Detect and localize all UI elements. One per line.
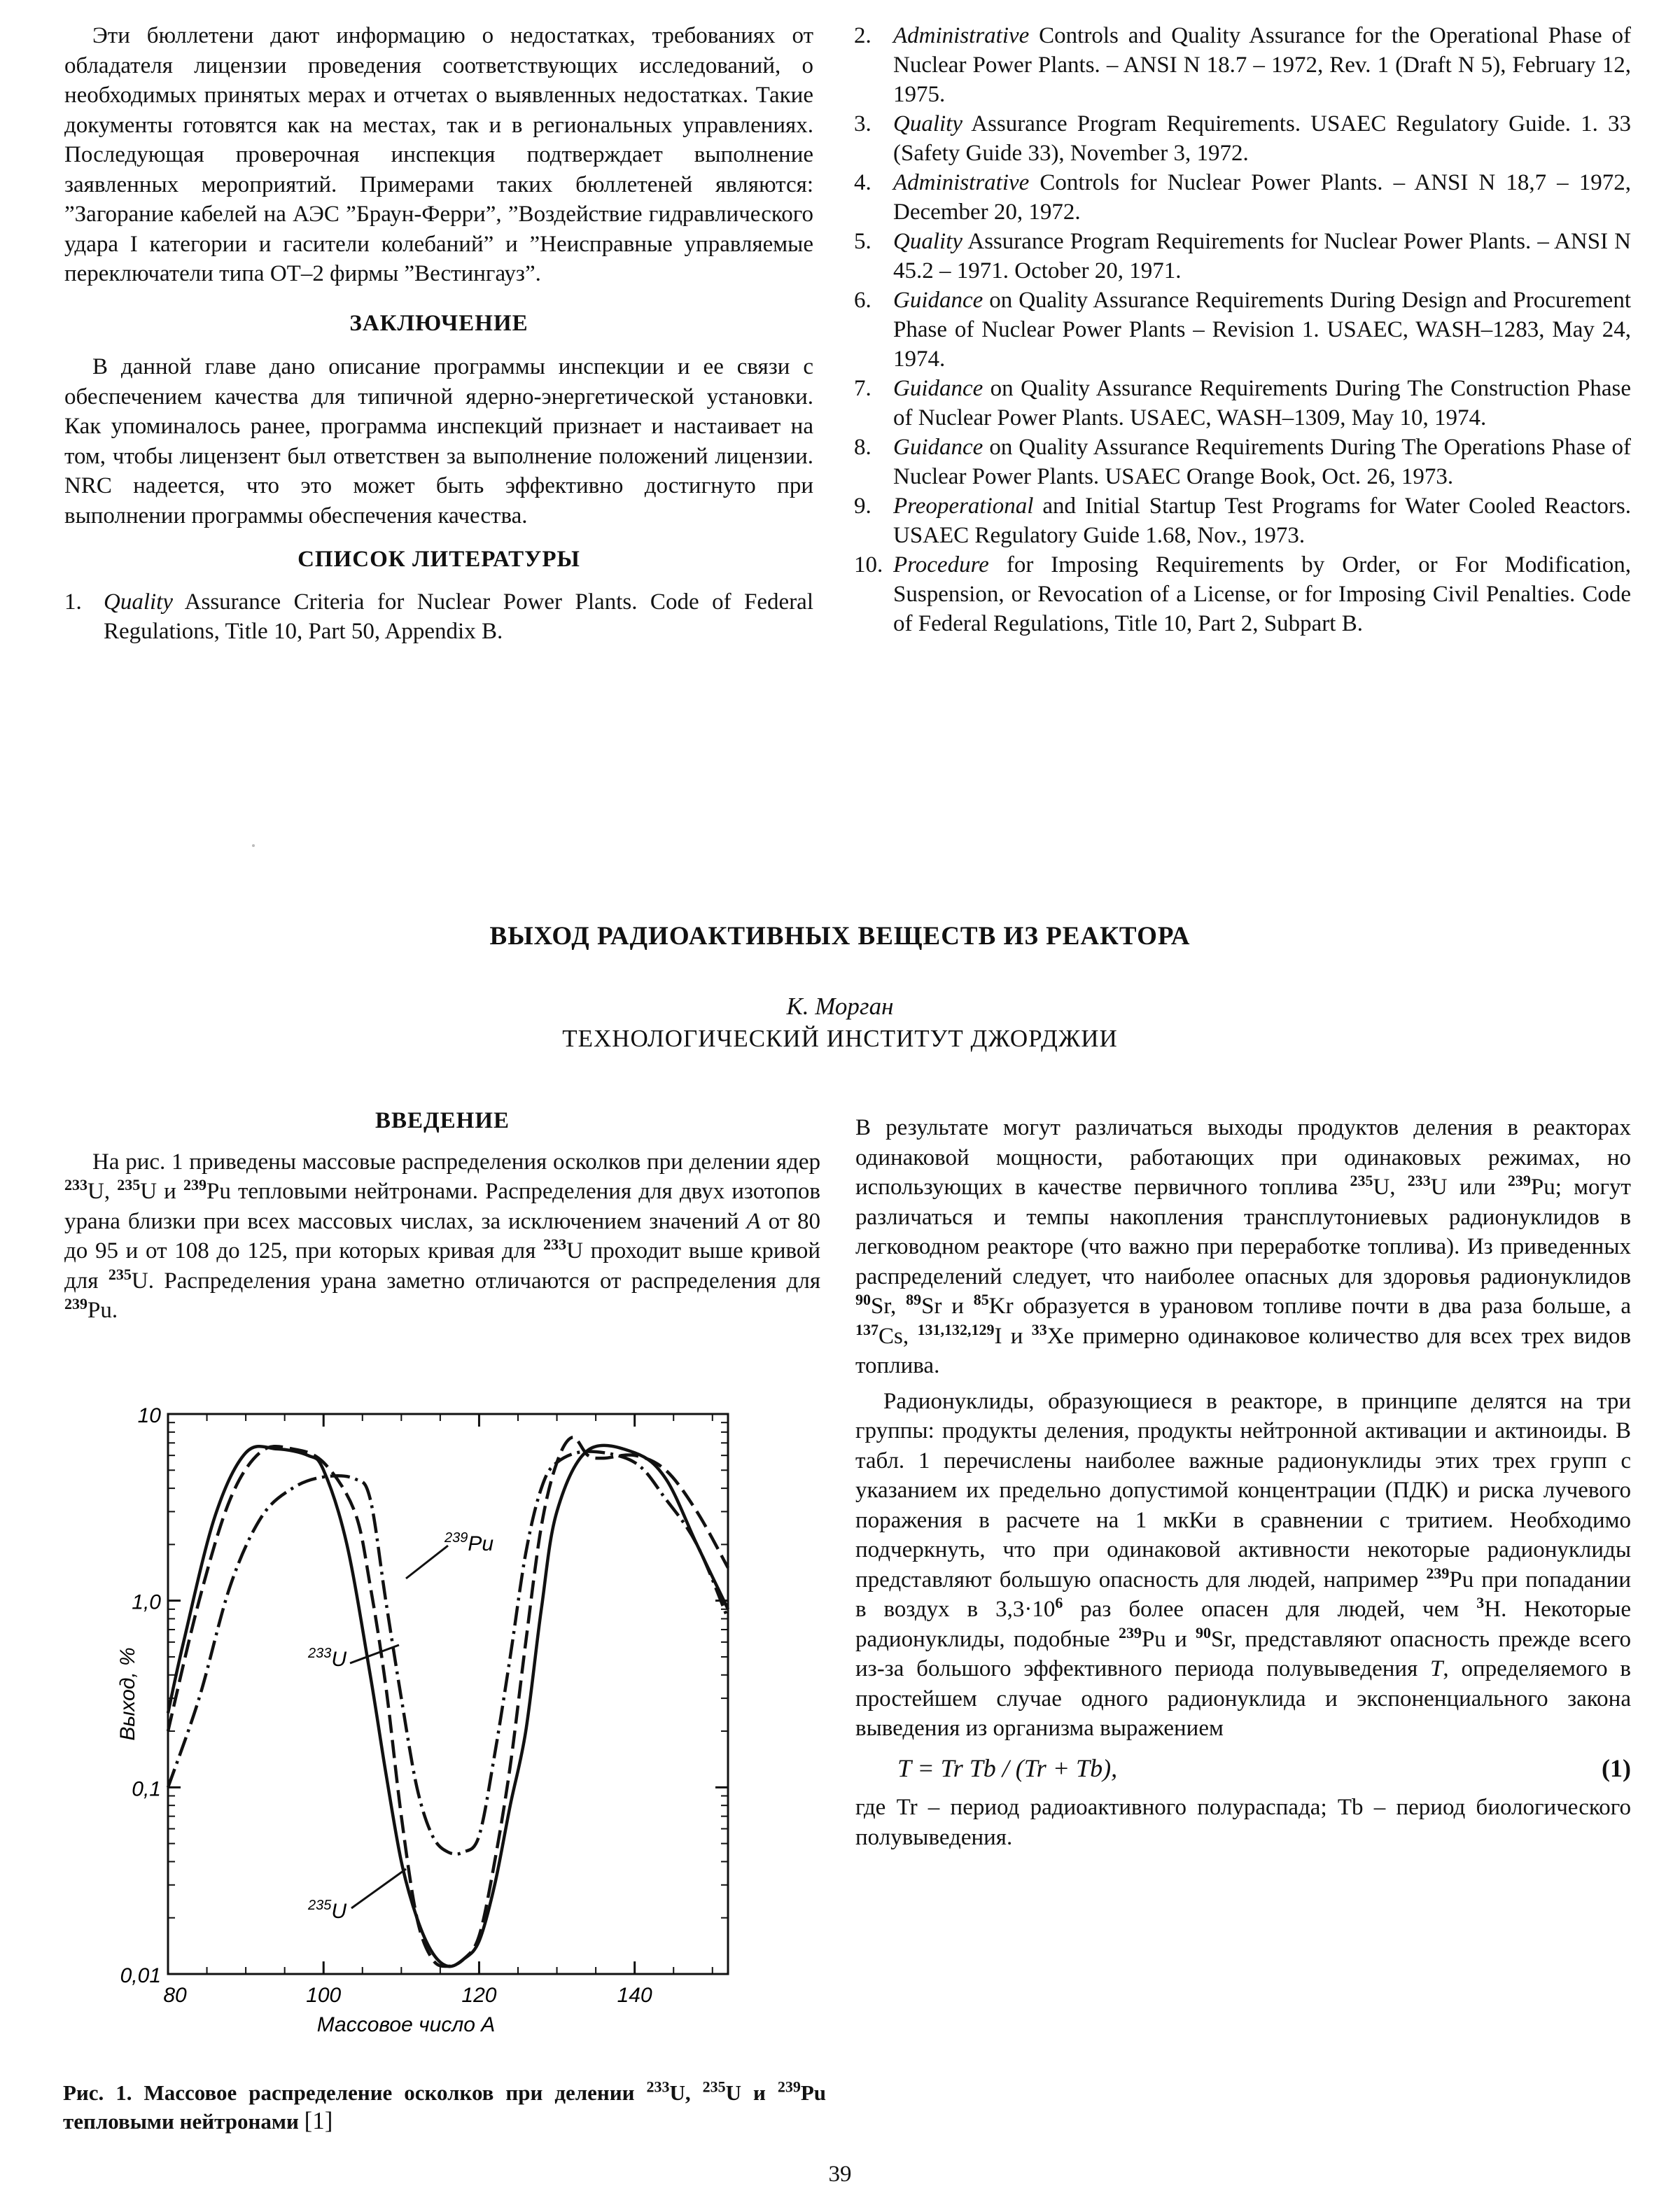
reference-number: 1.: [64, 589, 82, 615]
series-line-239Pu: [168, 1452, 728, 1854]
reference-text: for Imposing Requirements by Order, or For Modification, Suspension, or Revocation of a License, or for Imposing Civil Penalties. Code of Federal Regulations, Title 10, Part 2, Subpart B.: [893, 552, 1631, 636]
reference-text: on Quality Assurance Requirements During Design and Procurement Phase of Nuclear Power Plants – Revision 1. USAEC, WASH–1283, May 24, 1974.: [893, 288, 1631, 372]
equation-body: T = Tr Tb / (Tr + Tb),: [897, 1754, 1118, 1782]
y-tick-label: 10: [137, 1407, 161, 1427]
reference-text: on Quality Assurance Requirements During The Operations Phase of Nuclear Power Plants. USAEC Orange Book, Oct. 26, 1973.: [893, 435, 1631, 489]
reference-lead: Quality: [893, 111, 962, 136]
series-label-235U: $^{235}$U: [308, 1898, 347, 1923]
reference-item: [854, 433, 1631, 491]
intro-paragraph: На рис. 1 приведены массовые распределения осколков при делении ядер $^{233}$U, $^{235}$U и $^{239}$Pu тепловыми нейтронами. Распределения для двух изотопов урана близки при всех массовых числах, за исключением значений A от 80 до 95 и от 108 до 125, при которых кривая для $^{233}$U проходит выше кривой для $^{235}$U. Распределения урана заметно отличаются от распределения для $^{239}$Pu.: [64, 1149, 821, 1323]
section-heading: СПИСОК ЛИТЕРАТУРЫ: [298, 547, 580, 572]
article-title: ВЫХОД РАДИОАКТИВНЫХ ВЕЩЕСТВ ИЗ РЕАКТОРА: [489, 922, 1191, 951]
equation: [897, 1754, 1631, 1784]
reference-text: Assurance Program Requirements. USAEC Regulatory Guide. 1. 33 (Safety Guide 33), November 3, 1972.: [893, 111, 1631, 166]
reference-text: Assurance Criteria for Nuclear Power Plants. Code of Federal Regulations, Title 10, Part 50, Appendix B.: [104, 589, 813, 644]
series-line-235U: [168, 1446, 728, 1966]
reference-lead: Preoperational: [893, 493, 1034, 519]
section-heading: ВВЕДЕНИЕ: [374, 1108, 510, 1133]
reference-text: and Initial Startup Test Programs for Water Cooled Reactors. USAEC Regulatory Guide 1.68, Nov., 1973.: [893, 493, 1631, 548]
paragraph: В данной главе дано описание программы инспекции и ее связи с обеспечением качества для типичной ядерно-энергетической установки. Как упоминалось ранее, программа инспекций признает и настаивает на том, чтобы лицензент был ответствен за выполнение положений лицензии. NRC надеется, что это может быть эффективно достигнуто при выполнении программы обеспечения качества.: [64, 354, 813, 528]
reference-number: 4.: [854, 170, 872, 195]
reference-item: [854, 109, 1631, 168]
paragraph: Радионуклиды, образующиеся в реакторе, в принципе делятся на три группы: продукты деления, продукты нейтронной активации и актиноиды. В табл. 1 перечислены наиболее важные радионуклиды этих трех групп с указанием их предельно допустимой концентрации (ПДК) и риска лучевого поражения в расчете на 1 мкКи в сравнении с тритием. Необходимо подчеркнуть, что при одинаковой активности некоторые радионуклиды представляют большую опасность для людей, например $^{239}$Pu при попадании в воздух в $3,3\cdot 10^6$ раз более опасен для людей, чем $^3$H. Некоторые радионуклиды, подобные $^{239}$Pu и $^{90}$Sr, представляют опасность прежде всего из-за большого эффективного периода полувыведения T, определяемого в простейшем случае одного радионуклида и экспоненциального закона выведения из организма выражением: [855, 1388, 1632, 1741]
reference-list: [854, 21, 1631, 638]
series-label-leader: [351, 1869, 406, 1908]
article-institute: ТЕХНОЛОГИЧЕСКИЙ ИНСТИТУТ ДЖОРДЖИИ: [562, 1025, 1118, 1052]
paragraph: Эти бюллетени дают информацию о недостатках, требованиях от обладателя лицензии проведения соответствующих исследований, о необходимых принятых мерах и отчетах о выявленных недостатках. Такие документы готовятся как на местах, так и в региональных управлениях. Последующая проверочная инспекция подтверждает выполнение заявленных мероприятий. Примерами таких бюллетеней являются: ”Загорание кабелей на АЭС ”Браун-Ферри”, ”Воздействие гидравлического удара I категории и гасители колебаний” и ”Неисправные управляемые переключатели типа ОТ–2 фирмы ”Вестингауз”.: [64, 23, 813, 286]
plot-frame: [168, 1414, 728, 1974]
reference-lead: Administrative: [893, 170, 1030, 195]
x-tick-label: 140: [617, 1984, 652, 2007]
y-tick-label: 0,01: [120, 1964, 161, 1987]
intro-column: [64, 1106, 820, 1326]
caption-citation: [1]: [304, 2107, 333, 2134]
reference-number: 3.: [854, 111, 872, 136]
reference-lead: Administrative: [893, 23, 1030, 48]
series-label-239Pu: $^{239}$Pu: [444, 1530, 494, 1555]
x-axis-label: Массовое число A: [316, 2013, 496, 2036]
reference-lead: Guidance: [893, 435, 983, 460]
reference-lead: Guidance: [893, 288, 983, 313]
equation-number: (1): [1602, 1754, 1631, 1782]
series-label-233U: $^{233}$U: [308, 1646, 347, 1671]
x-tick-label: 100: [306, 1984, 342, 2007]
reference-number: 7.: [854, 376, 872, 401]
section-heading: ЗАКЛЮЧЕНИЕ: [349, 310, 528, 336]
top-left-column: [64, 21, 813, 646]
reference-text: Controls for Nuclear Power Plants. – ANSI N 18,7 – 1972, December 20, 1972.: [893, 170, 1631, 225]
reference-item: [854, 550, 1631, 638]
figure-caption: Рис. 1. Массовое распределение осколков при делении $^{233}$U, $^{235}$U и $^{239}$Pu тепловыми нейтронами [1]: [63, 2078, 827, 2134]
reference-item: [854, 227, 1631, 286]
series-line-233U: [168, 1437, 728, 1966]
reference-item: [854, 168, 1631, 227]
page-number: 39: [828, 2162, 852, 2187]
scan-speck: [252, 844, 255, 847]
y-tick-label: 0,1: [132, 1777, 161, 1801]
fission-yield-chart: [98, 1407, 770, 2051]
reference-number: 8.: [854, 435, 872, 460]
right-body-column: [855, 1113, 1631, 1852]
reference-text: Controls and Quality Assurance for the Operational Phase of Nuclear Power Plants. – ANSI N 18.7 – 1972, Rev. 1 (Draft N 5), February 12, 1975.: [893, 23, 1631, 107]
x-tick-label: 80: [163, 1984, 187, 2007]
paragraph: В результате могут различаться выходы продуктов деления в реакторах одинаковой мощности, работающих при одинаковых режимах, но использующих в качестве первичного топлива $^{235}$U, $^{233}$U или $^{239}$Pu; могут различаться и темпы накопления трансплутониевых радионуклидов в легководном реакторе (что важно при переработке топлива). Из приведенных распределений следует, что наиболее опасных для здоровья радионуклидов $^{90}$Sr, $^{89}$Sr и $^{85}$Kr образуется в урановом топливе почти в два раза больше, а $^{137}$Cs, $^{131,132,129}$I и $^{33}$Xe примерно одинаковое количество для всех трех видов топлива.: [855, 1115, 1631, 1378]
reference-lead: Quality: [104, 589, 173, 615]
reference-lead: Procedure: [893, 552, 989, 578]
reference-number: 5.: [854, 229, 872, 254]
reference-item: [854, 374, 1631, 433]
reference-text: on Quality Assurance Requirements During The Construction Phase of Nuclear Power Plants. USAEC, WASH–1309, May 10, 1974.: [893, 376, 1631, 430]
reference-lead: Guidance: [893, 376, 983, 401]
series-label-leader: [406, 1546, 448, 1578]
y-tick-label: 1,0: [132, 1590, 161, 1614]
reference-item: [854, 286, 1631, 374]
x-tick-label: 120: [461, 1984, 497, 2007]
reference-number: 9.: [854, 493, 872, 519]
reference-item: [854, 491, 1631, 550]
reference-text: Assurance Program Requirements for Nuclear Power Plants. – ANSI N 45.2 – 1971. October 20, 1971.: [893, 229, 1631, 284]
reference-item: [64, 587, 813, 646]
reference-item: [854, 21, 1631, 109]
article-author: К. Морган: [786, 993, 894, 1020]
reference-number: 2.: [854, 23, 872, 48]
reference-lead: Quality: [893, 229, 962, 254]
reference-number: 10.: [854, 552, 883, 578]
reference-number: 6.: [854, 288, 872, 313]
paragraph: где Tr – период радиоактивного полураспада; Tb – период биологического полувыведения.: [855, 1795, 1631, 1850]
y-axis-label: Выход, %: [116, 1647, 139, 1741]
